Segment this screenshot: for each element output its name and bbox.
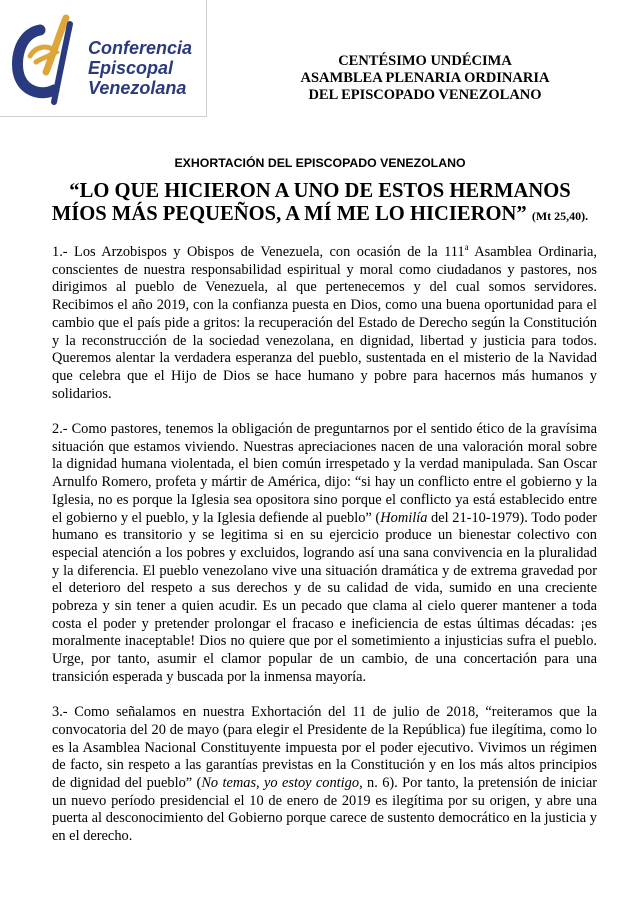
paragraph-1 xyxy=(52,244,597,403)
title-citation: (Mt 25,40). xyxy=(531,209,589,223)
paragraph-3-text-a: 3.- Como señalamos en nuestra Exhortación del 11 de julio de 2018, “reiteramos que la convocatoria del 20 de mayo (para elegir el Presidente de la República) fue ilegítima, como lo es la Asamblea Nacional Constituyente impuesta por el poder ejecutivo. Vivimos un régimen de facto, sin respeto a las garantías previstas en la Constitución y en los más altos principios de dignidad del pueblo” ( xyxy=(52,704,597,792)
paragraph-1-text-a: 1.- Los Arzobispos y Obispos de Venezuela, con ocasión de la 111 xyxy=(52,244,465,260)
cev-logo-icon xyxy=(10,12,90,107)
logo-wordmark xyxy=(88,38,192,98)
assembly-heading xyxy=(240,53,610,104)
paragraph-1-superscript: a xyxy=(464,242,469,253)
paragraph-2-text-b: del 21-10-1979). Todo poder humano es transitorio y se legitima si en su ejercicio produce un bienestar colectivo con especial atención a los pobres y excluidos, logrando así una sana convivencia en la pluralidad y la diferencia. El pueblo venezolano vive una situación dramática y de extrema gravedad por el deterioro del respeto a sus derechos y de su calidad de vida, sumido en una creciente pobreza y sin tener a quien acudir. Es un pecado que clama al cielo querer mantener a toda costa el poder y pretender prolongar el fracaso e ineficiencia de estas últimas décadas: ¡es moralmente inaceptable! Dios no quiere que por el sometimiento a injusticias sufra el pueblo. Urge, por tanto, asumir el clamor popular de un cambio, de una concertación para una transición esperada y buscada por la inmensa mayoría. xyxy=(52,509,597,685)
document-label: EXHORTACIÓN DEL EPISCOPADO VENEZOLANO xyxy=(174,156,466,170)
title-line-1: “LO QUE HICIERON A UNO DE ESTOS HERMANOS xyxy=(69,180,571,202)
document-body xyxy=(52,244,597,864)
logo-line-3: Venezolana xyxy=(88,78,187,98)
paragraph-2-text-a: 2.- Como pastores, tenemos la obligación de preguntarnos por el sentido ético de la gravísima situación que estamos viviendo. Nuestras apreciaciones nacen de una valoración moral sobre la dignidad humana violentada, el bien común irrespetado y la verdad manipulada. San Oscar Arnulfo Romero, profeta y mártir de América, dijo: “si hay un conflicto entre el gobierno y la Iglesia, no es porque la Iglesia sea opositora sino porque el conflicto ya está establecido entre el gobierno y el pueblo, y la Iglesia defiende al pueblo” ( xyxy=(52,421,597,526)
paragraph-3-italic: No temas, yo estoy contigo xyxy=(201,775,360,792)
logo-line-1: Conferencia xyxy=(88,38,193,58)
paragraph-2 xyxy=(52,421,597,687)
paragraph-3-text-b: , n. 6). Por tanto, la pretensión de iniciar un nuevo período presidencial el 10 de enero de 2019 es ilegítima por su origen, y abre una puerta al desconocimiento del Gobierno porque carece de sustento democrático en la justicia y en el derecho. xyxy=(52,775,597,845)
logo-line-2: Episcopal xyxy=(88,58,174,78)
title-line-2 xyxy=(30,203,610,228)
logo xyxy=(0,0,207,117)
assembly-line-1: CENTÉSIMO UNDÉCIMA xyxy=(338,53,512,69)
assembly-line-2: ASAMBLEA PLENARIA ORDINARIA xyxy=(300,70,550,86)
paragraph-1-text-b: Asamblea Ordinaria, conscientes de nuestra responsabilidad espiritual y moral como ciudadanos y pastores, nos dirigimos al pueblo de Venezuela, al que pertenecemos y del cual somos servidores. Recibimos el año 2019, con la confianza puesta en Dios, como una buena oportunidad para el cambio que el país pide a gritos: la recuperación del Estado de Derecho según la Constitución y la reconstrucción de la sociedad venezolana, en dignidad, libertad y justicia para todos. Queremos alentar la verdadera esperanza del pueblo, sustentada en el misterio de la Navidad que celebra que el Hijo de Dios se hace humano y pobre para hacernos más humanos y solidarios. xyxy=(52,244,597,402)
paragraph-2-italic: Homilía xyxy=(380,509,428,526)
title-line-2-text: MÍOS MÁS PEQUEÑOS, A MÍ ME LO HICIERON” xyxy=(51,203,527,225)
assembly-line-3: DEL EPISCOPADO VENEZOLANO xyxy=(308,87,542,103)
paragraph-3 xyxy=(52,704,597,846)
document-title xyxy=(30,180,610,228)
